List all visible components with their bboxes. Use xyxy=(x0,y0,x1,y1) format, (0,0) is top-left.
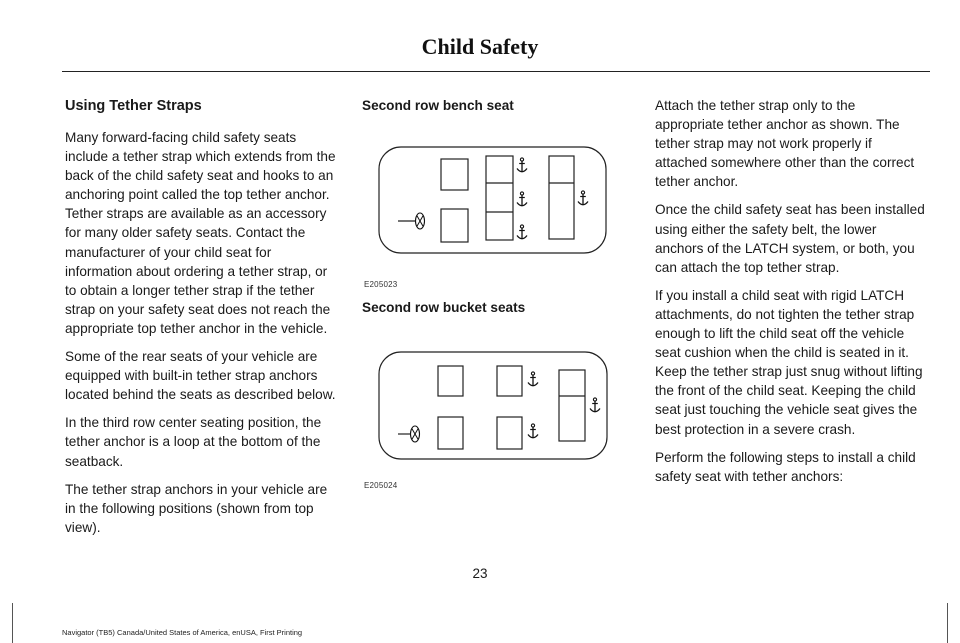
front-seat-right xyxy=(438,366,463,396)
steering-wheel-icon xyxy=(411,426,420,442)
column-4 xyxy=(655,96,927,495)
figure-code: E205023 xyxy=(364,280,398,289)
paragraph: The tether strap anchors in your vehicle are in the following positions (shown from top view). xyxy=(65,481,328,535)
anchor-icon xyxy=(590,398,600,412)
paragraph: Once the child safety seat has been installed using either the safety belt, the lower anchors of the LATCH system, or both, you can attach the top tether strap. xyxy=(655,202,925,275)
page-title: Child Safety xyxy=(421,34,539,59)
vehicle-outline xyxy=(379,352,607,459)
section-heading: Using Tether Straps xyxy=(65,98,202,114)
paragraph: Many forward-facing child safety seats include a tether strap which extends from the back of the child safety seat and hooks to an anchoring point called the top tether anchor. Tether straps are available as an accessory for many older safety seats. Contact the manufacturer of your child seat for information about ordering a tether strap, or to obtain a longer tether strap if the tether strap on your safety seat does not reach the appropriate top tether anchor in the vehicle. xyxy=(65,130,336,336)
bucket-seat-right xyxy=(497,366,522,396)
paragraph: If you install a child seat with rigid LATCH attachments, do not tighten the tether strap enough to lift the child seat off the vehicle seat cushion when the child is seated in it. Keep the tether strap just snug without lifting the front of the child seat. Keeping the child seat just touching the vehicle seat gives the best protection in a severe crash. xyxy=(655,287,923,437)
bucket-seats-diagram xyxy=(362,344,612,466)
bench-seat-diagram xyxy=(362,140,612,260)
vehicle-outline xyxy=(379,147,606,253)
anchor-icon xyxy=(528,372,538,386)
front-seat-left xyxy=(438,417,463,449)
page-number: 23 xyxy=(472,566,488,581)
paragraph: Some of the rear seats of your vehicle are equipped with built-in tether strap anchors located behind the seats as described below. xyxy=(65,349,336,403)
figure-caption-container xyxy=(362,298,612,317)
anchor-icon xyxy=(517,158,527,172)
crop-mark xyxy=(947,603,948,643)
front-seat-left xyxy=(441,209,468,242)
paragraph: Attach the tether strap only to the appropriate tether anchor as shown. The tether strap may not work properly if attached somewhere other than the correct tether anchor. xyxy=(655,98,915,190)
footer-text: Navigator (TB5) Canada/United States of America, enUSA, First Printing xyxy=(62,628,303,637)
anchor-icon xyxy=(517,192,527,206)
third-row-seat xyxy=(549,156,574,239)
steering-wheel-icon xyxy=(416,213,425,229)
header-rule xyxy=(62,71,930,72)
second-row-bench xyxy=(486,156,513,240)
anchor-icon xyxy=(578,191,588,205)
bucket-seat-left xyxy=(497,417,522,449)
figure-code: E205024 xyxy=(364,481,398,490)
column-1 xyxy=(65,96,337,546)
figure-caption-bucket: Second row bucket seats xyxy=(362,300,526,315)
front-seat-right xyxy=(441,159,468,190)
paragraph: In the third row center seating position, the tether anchor is a loop at the bottom of the seatback. xyxy=(65,415,322,469)
third-row-seat xyxy=(559,370,585,441)
figure-caption-bench: Second row bench seat xyxy=(362,98,514,113)
column-2 xyxy=(362,96,612,115)
anchor-icon xyxy=(517,225,527,239)
paragraph: Perform the following steps to install a child safety seat with tether anchors: xyxy=(655,449,916,484)
crop-mark xyxy=(12,603,13,643)
anchor-icon xyxy=(528,424,538,438)
